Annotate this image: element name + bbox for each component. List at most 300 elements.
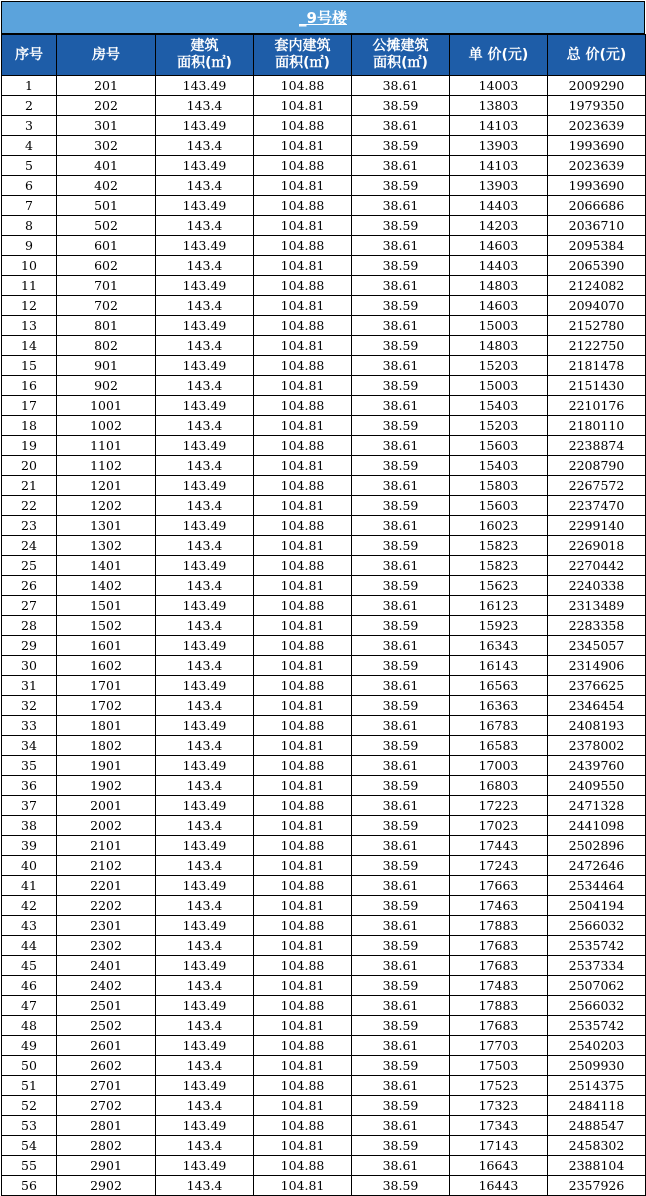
table-row xyxy=(2,296,646,316)
table-row xyxy=(2,616,646,636)
shared-area-cell: 38.61 xyxy=(352,1076,450,1096)
building-area-cell: 143.49 xyxy=(156,956,254,976)
unit-price-cell: 16583 xyxy=(450,736,548,756)
inner-area-cell: 104.81 xyxy=(254,736,352,756)
room-cell: 2901 xyxy=(57,1156,156,1176)
inner-area-cell: 104.81 xyxy=(254,856,352,876)
total-price-cell: 2514375 xyxy=(548,1076,646,1096)
shared-area-cell: 38.59 xyxy=(352,136,450,156)
room-cell: 801 xyxy=(57,316,156,336)
total-price-cell: 2376625 xyxy=(548,676,646,696)
room-cell: 1102 xyxy=(57,456,156,476)
table-row xyxy=(2,916,646,936)
building-area-cell: 143.4 xyxy=(156,1176,254,1196)
room-cell: 2902 xyxy=(57,1176,156,1196)
building-area-cell: 143.4 xyxy=(156,976,254,996)
building-area-cell: 143.49 xyxy=(156,1116,254,1136)
table-row xyxy=(2,256,646,276)
total-price-cell: 2535742 xyxy=(548,936,646,956)
table-row xyxy=(2,436,646,456)
serial-cell: 3 xyxy=(2,116,57,136)
serial-cell: 49 xyxy=(2,1036,57,1056)
total-price-cell: 2504194 xyxy=(548,896,646,916)
room-cell: 2001 xyxy=(57,796,156,816)
header-row xyxy=(2,35,646,76)
room-cell: 1401 xyxy=(57,556,156,576)
room-cell: 301 xyxy=(57,116,156,136)
building-area-cell: 143.4 xyxy=(156,296,254,316)
room-cell: 2802 xyxy=(57,1136,156,1156)
total-price-cell: 2065390 xyxy=(548,256,646,276)
total-price-cell: 2124082 xyxy=(548,276,646,296)
total-price-cell: 1979350 xyxy=(548,96,646,116)
total-price-cell: 2313489 xyxy=(548,596,646,616)
unit-price-cell: 16803 xyxy=(450,776,548,796)
serial-cell: 25 xyxy=(2,556,57,576)
table-row xyxy=(2,776,646,796)
total-price-cell: 2269018 xyxy=(548,536,646,556)
room-cell: 901 xyxy=(57,356,156,376)
total-price-cell: 2566032 xyxy=(548,916,646,936)
unit-price-cell: 16563 xyxy=(450,676,548,696)
building-area-cell: 143.4 xyxy=(156,1136,254,1156)
building-area-cell: 143.49 xyxy=(156,276,254,296)
unit-price-cell: 14803 xyxy=(450,276,548,296)
serial-cell: 4 xyxy=(2,136,57,156)
unit-price-cell: 14603 xyxy=(450,236,548,256)
inner-area-cell: 104.81 xyxy=(254,1096,352,1116)
room-cell: 1801 xyxy=(57,716,156,736)
unit-price-cell: 17683 xyxy=(450,1016,548,1036)
shared-area-cell: 38.61 xyxy=(352,916,450,936)
building-area-cell: 143.4 xyxy=(156,1016,254,1036)
room-cell: 601 xyxy=(57,236,156,256)
building-area-cell: 143.49 xyxy=(156,996,254,1016)
shared-area-cell: 38.61 xyxy=(352,116,450,136)
room-cell: 602 xyxy=(57,256,156,276)
unit-price-cell: 17223 xyxy=(450,796,548,816)
total-price-cell: 2345057 xyxy=(548,636,646,656)
shared-area-cell: 38.59 xyxy=(352,536,450,556)
inner-area-cell: 104.81 xyxy=(254,536,352,556)
unit-price-cell: 17483 xyxy=(450,976,548,996)
inner-area-cell: 104.81 xyxy=(254,376,352,396)
room-cell: 2302 xyxy=(57,936,156,956)
serial-cell: 54 xyxy=(2,1136,57,1156)
shared-area-cell: 38.61 xyxy=(352,356,450,376)
total-price-cell: 2509930 xyxy=(548,1056,646,1076)
price-table xyxy=(1,34,646,1196)
building-area-cell: 143.4 xyxy=(156,696,254,716)
table-row xyxy=(2,136,646,156)
room-cell: 1601 xyxy=(57,636,156,656)
table-row xyxy=(2,96,646,116)
table-row xyxy=(2,456,646,476)
unit-price-cell: 16023 xyxy=(450,516,548,536)
total-price-cell: 2502896 xyxy=(548,836,646,856)
unit-price-cell: 16343 xyxy=(450,636,548,656)
inner-area-cell: 104.81 xyxy=(254,256,352,276)
shared-area-cell: 38.59 xyxy=(352,896,450,916)
room-cell: 1002 xyxy=(57,416,156,436)
unit-price-cell: 17663 xyxy=(450,876,548,896)
building-area-cell: 143.49 xyxy=(156,1156,254,1176)
table-row xyxy=(2,236,646,256)
total-price-cell: 2357926 xyxy=(548,1176,646,1196)
shared-area-cell: 38.59 xyxy=(352,616,450,636)
building-area-cell: 143.49 xyxy=(156,636,254,656)
unit-price-cell: 14003 xyxy=(450,76,548,96)
unit-price-cell: 17143 xyxy=(450,1136,548,1156)
unit-price-cell: 15603 xyxy=(450,496,548,516)
header-shared-area: 公摊建筑 面积(㎡) xyxy=(352,35,450,76)
shared-area-cell: 38.59 xyxy=(352,1016,450,1036)
inner-area-cell: 104.81 xyxy=(254,1016,352,1036)
serial-cell: 55 xyxy=(2,1156,57,1176)
serial-cell: 41 xyxy=(2,876,57,896)
room-cell: 202 xyxy=(57,96,156,116)
unit-price-cell: 15403 xyxy=(450,456,548,476)
table-row xyxy=(2,556,646,576)
shared-area-cell: 38.59 xyxy=(352,256,450,276)
table-row xyxy=(2,796,646,816)
table-row xyxy=(2,176,646,196)
serial-cell: 17 xyxy=(2,396,57,416)
serial-cell: 31 xyxy=(2,676,57,696)
unit-price-cell: 16443 xyxy=(450,1176,548,1196)
inner-area-cell: 104.88 xyxy=(254,396,352,416)
total-price-cell: 2237470 xyxy=(548,496,646,516)
building-area-cell: 143.4 xyxy=(156,616,254,636)
total-price-cell: 2036710 xyxy=(548,216,646,236)
inner-area-cell: 104.88 xyxy=(254,356,352,376)
building-area-cell: 143.4 xyxy=(156,856,254,876)
shared-area-cell: 38.59 xyxy=(352,336,450,356)
building-area-cell: 143.4 xyxy=(156,456,254,476)
total-price-cell: 2488547 xyxy=(548,1116,646,1136)
unit-price-cell: 17883 xyxy=(450,916,548,936)
building-area-cell: 143.4 xyxy=(156,176,254,196)
table-row xyxy=(2,396,646,416)
unit-price-cell: 14403 xyxy=(450,196,548,216)
building-area-cell: 143.49 xyxy=(156,116,254,136)
shared-area-cell: 38.61 xyxy=(352,756,450,776)
building-area-cell: 143.49 xyxy=(156,836,254,856)
serial-cell: 38 xyxy=(2,816,57,836)
serial-cell: 34 xyxy=(2,736,57,756)
header-building-area: 建筑 面积(㎡) xyxy=(156,35,254,76)
shared-area-cell: 38.61 xyxy=(352,436,450,456)
inner-area-cell: 104.81 xyxy=(254,1176,352,1196)
table-row xyxy=(2,676,646,696)
table-row xyxy=(2,956,646,976)
table-row xyxy=(2,496,646,516)
inner-area-cell: 104.88 xyxy=(254,876,352,896)
inner-area-cell: 104.88 xyxy=(254,1156,352,1176)
inner-area-cell: 104.81 xyxy=(254,976,352,996)
serial-cell: 26 xyxy=(2,576,57,596)
shared-area-cell: 38.61 xyxy=(352,1036,450,1056)
inner-area-cell: 104.88 xyxy=(254,676,352,696)
building-area-cell: 143.4 xyxy=(156,776,254,796)
total-price-cell: 2346454 xyxy=(548,696,646,716)
shared-area-cell: 38.59 xyxy=(352,696,450,716)
unit-price-cell: 17023 xyxy=(450,816,548,836)
building-area-cell: 143.49 xyxy=(156,436,254,456)
unit-price-cell: 17683 xyxy=(450,956,548,976)
building-area-cell: 143.49 xyxy=(156,156,254,176)
inner-area-cell: 104.81 xyxy=(254,1056,352,1076)
shared-area-cell: 38.59 xyxy=(352,936,450,956)
room-cell: 2502 xyxy=(57,1016,156,1036)
room-cell: 1402 xyxy=(57,576,156,596)
unit-price-cell: 15823 xyxy=(450,536,548,556)
unit-price-cell: 17523 xyxy=(450,1076,548,1096)
table-row xyxy=(2,636,646,656)
room-cell: 302 xyxy=(57,136,156,156)
shared-area-cell: 38.61 xyxy=(352,76,450,96)
inner-area-cell: 104.88 xyxy=(254,76,352,96)
serial-cell: 14 xyxy=(2,336,57,356)
unit-price-cell: 16123 xyxy=(450,596,548,616)
serial-cell: 28 xyxy=(2,616,57,636)
inner-area-cell: 104.88 xyxy=(254,316,352,336)
serial-cell: 23 xyxy=(2,516,57,536)
shared-area-cell: 38.59 xyxy=(352,1096,450,1116)
inner-area-cell: 104.88 xyxy=(254,996,352,1016)
building-area-cell: 143.49 xyxy=(156,76,254,96)
serial-cell: 12 xyxy=(2,296,57,316)
shared-area-cell: 38.61 xyxy=(352,636,450,656)
table-row xyxy=(2,376,646,396)
total-price-cell: 2210176 xyxy=(548,396,646,416)
total-price-cell: 2152780 xyxy=(548,316,646,336)
building-area-cell: 143.49 xyxy=(156,396,254,416)
building-area-cell: 143.49 xyxy=(156,556,254,576)
shared-area-cell: 38.61 xyxy=(352,1116,450,1136)
inner-area-cell: 104.88 xyxy=(254,476,352,496)
building-area-cell: 143.4 xyxy=(156,416,254,436)
table-row xyxy=(2,936,646,956)
total-price-cell: 1993690 xyxy=(548,136,646,156)
inner-area-cell: 104.88 xyxy=(254,196,352,216)
unit-price-cell: 17343 xyxy=(450,1116,548,1136)
building-area-cell: 143.4 xyxy=(156,656,254,676)
total-price-cell: 2458302 xyxy=(548,1136,646,1156)
shared-area-cell: 38.59 xyxy=(352,496,450,516)
total-price-cell: 2066686 xyxy=(548,196,646,216)
building-area-cell: 143.4 xyxy=(156,96,254,116)
building-area-cell: 143.49 xyxy=(156,716,254,736)
shared-area-cell: 38.61 xyxy=(352,556,450,576)
room-cell: 1501 xyxy=(57,596,156,616)
inner-area-cell: 104.88 xyxy=(254,796,352,816)
shared-area-cell: 38.59 xyxy=(352,176,450,196)
shared-area-cell: 38.59 xyxy=(352,1176,450,1196)
inner-area-cell: 104.81 xyxy=(254,176,352,196)
unit-price-cell: 16143 xyxy=(450,656,548,676)
shared-area-cell: 38.59 xyxy=(352,816,450,836)
shared-area-cell: 38.61 xyxy=(352,1156,450,1176)
room-cell: 2202 xyxy=(57,896,156,916)
building-area-cell: 143.49 xyxy=(156,236,254,256)
building-area-cell: 143.49 xyxy=(156,356,254,376)
table-row xyxy=(2,836,646,856)
title-bar xyxy=(1,1,645,34)
inner-area-cell: 104.81 xyxy=(254,616,352,636)
table-row xyxy=(2,756,646,776)
unit-price-cell: 15803 xyxy=(450,476,548,496)
table-row xyxy=(2,1096,646,1116)
serial-cell: 20 xyxy=(2,456,57,476)
inner-area-cell: 104.88 xyxy=(254,836,352,856)
table-row xyxy=(2,896,646,916)
total-price-cell: 2566032 xyxy=(548,996,646,1016)
room-cell: 2102 xyxy=(57,856,156,876)
building-area-cell: 143.49 xyxy=(156,1076,254,1096)
inner-area-cell: 104.81 xyxy=(254,216,352,236)
room-cell: 1702 xyxy=(57,696,156,716)
unit-price-cell: 17883 xyxy=(450,996,548,1016)
inner-area-cell: 104.81 xyxy=(254,656,352,676)
serial-cell: 15 xyxy=(2,356,57,376)
room-cell: 1202 xyxy=(57,496,156,516)
total-price-cell: 2122750 xyxy=(548,336,646,356)
unit-price-cell: 16783 xyxy=(450,716,548,736)
shared-area-cell: 38.59 xyxy=(352,736,450,756)
building-area-cell: 143.4 xyxy=(156,336,254,356)
building-area-cell: 143.4 xyxy=(156,736,254,756)
serial-cell: 29 xyxy=(2,636,57,656)
table-row xyxy=(2,196,646,216)
serial-cell: 30 xyxy=(2,656,57,676)
inner-area-cell: 104.88 xyxy=(254,236,352,256)
total-price-cell: 2270442 xyxy=(548,556,646,576)
unit-price-cell: 17323 xyxy=(450,1096,548,1116)
inner-area-cell: 104.88 xyxy=(254,436,352,456)
inner-area-cell: 104.81 xyxy=(254,416,352,436)
room-cell: 702 xyxy=(57,296,156,316)
inner-area-cell: 104.81 xyxy=(254,1136,352,1156)
total-price-cell: 2283358 xyxy=(548,616,646,636)
room-cell: 1502 xyxy=(57,616,156,636)
serial-cell: 37 xyxy=(2,796,57,816)
unit-price-cell: 15003 xyxy=(450,376,548,396)
room-cell: 201 xyxy=(57,76,156,96)
total-price-cell: 2388104 xyxy=(548,1156,646,1176)
unit-price-cell: 13903 xyxy=(450,136,548,156)
serial-cell: 39 xyxy=(2,836,57,856)
shared-area-cell: 38.59 xyxy=(352,656,450,676)
inner-area-cell: 104.88 xyxy=(254,276,352,296)
unit-price-cell: 15823 xyxy=(450,556,548,576)
total-price-cell: 2094070 xyxy=(548,296,646,316)
total-price-cell: 2095384 xyxy=(548,236,646,256)
shared-area-cell: 38.61 xyxy=(352,156,450,176)
unit-price-cell: 15403 xyxy=(450,396,548,416)
unit-price-cell: 16363 xyxy=(450,696,548,716)
serial-cell: 19 xyxy=(2,436,57,456)
room-cell: 2002 xyxy=(57,816,156,836)
total-price-cell: 2409550 xyxy=(548,776,646,796)
shared-area-cell: 38.59 xyxy=(352,376,450,396)
total-price-cell: 2181478 xyxy=(548,356,646,376)
header-total-price: 总 价(元) xyxy=(548,35,646,76)
serial-cell: 36 xyxy=(2,776,57,796)
serial-cell: 47 xyxy=(2,996,57,1016)
shared-area-cell: 38.59 xyxy=(352,1056,450,1076)
room-cell: 2702 xyxy=(57,1096,156,1116)
building-area-cell: 143.4 xyxy=(156,256,254,276)
serial-cell: 32 xyxy=(2,696,57,716)
unit-price-cell: 17003 xyxy=(450,756,548,776)
room-cell: 2602 xyxy=(57,1056,156,1076)
building-area-cell: 143.4 xyxy=(156,816,254,836)
serial-cell: 24 xyxy=(2,536,57,556)
serial-cell: 40 xyxy=(2,856,57,876)
serial-cell: 48 xyxy=(2,1016,57,1036)
total-price-cell: 2484118 xyxy=(548,1096,646,1116)
serial-cell: 56 xyxy=(2,1176,57,1196)
inner-area-cell: 104.88 xyxy=(254,516,352,536)
table-row xyxy=(2,716,646,736)
table-row xyxy=(2,1016,646,1036)
building-area-cell: 143.49 xyxy=(156,596,254,616)
unit-price-cell: 17463 xyxy=(450,896,548,916)
inner-area-cell: 104.81 xyxy=(254,936,352,956)
shared-area-cell: 38.59 xyxy=(352,296,450,316)
inner-area-cell: 104.88 xyxy=(254,716,352,736)
total-price-cell: 2023639 xyxy=(548,116,646,136)
inner-area-cell: 104.81 xyxy=(254,456,352,476)
room-cell: 1301 xyxy=(57,516,156,536)
inner-area-cell: 104.88 xyxy=(254,116,352,136)
room-cell: 1802 xyxy=(57,736,156,756)
building-area-cell: 143.49 xyxy=(156,516,254,536)
table-row xyxy=(2,416,646,436)
building-area-cell: 143.49 xyxy=(156,796,254,816)
building-area-cell: 143.4 xyxy=(156,376,254,396)
building-area-cell: 143.4 xyxy=(156,576,254,596)
shared-area-cell: 38.61 xyxy=(352,676,450,696)
table-row xyxy=(2,656,646,676)
room-cell: 1901 xyxy=(57,756,156,776)
building-area-cell: 143.49 xyxy=(156,316,254,336)
table-row xyxy=(2,216,646,236)
inner-area-cell: 104.88 xyxy=(254,636,352,656)
unit-price-cell: 15623 xyxy=(450,576,548,596)
room-cell: 402 xyxy=(57,176,156,196)
unit-price-cell: 16643 xyxy=(450,1156,548,1176)
shared-area-cell: 38.59 xyxy=(352,976,450,996)
unit-price-cell: 14103 xyxy=(450,116,548,136)
unit-price-cell: 15603 xyxy=(450,436,548,456)
table-row xyxy=(2,1056,646,1076)
table-row xyxy=(2,736,646,756)
room-cell: 1602 xyxy=(57,656,156,676)
inner-area-cell: 104.88 xyxy=(254,756,352,776)
table-row xyxy=(2,356,646,376)
serial-cell: 45 xyxy=(2,956,57,976)
shared-area-cell: 38.61 xyxy=(352,236,450,256)
inner-area-cell: 104.81 xyxy=(254,336,352,356)
serial-cell: 1 xyxy=(2,76,57,96)
inner-area-cell: 104.88 xyxy=(254,916,352,936)
room-cell: 902 xyxy=(57,376,156,396)
room-cell: 2501 xyxy=(57,996,156,1016)
building-area-cell: 143.49 xyxy=(156,1036,254,1056)
building-area-cell: 143.49 xyxy=(156,196,254,216)
